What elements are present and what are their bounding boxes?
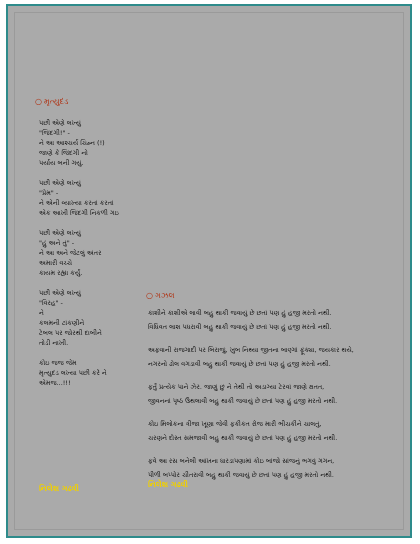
- stanza: [39, 118, 149, 168]
- ghazal-title: ગઝલ: [154, 291, 175, 300]
- poem-line: જાણે કે જિંદગી નો: [39, 149, 88, 157]
- stanza: [39, 288, 149, 348]
- poem-line: "વિરહ" -: [39, 299, 63, 307]
- poem-line: અમારી વચ્ચે: [39, 259, 73, 267]
- poem-line: કલમની ટાંકણીને: [39, 319, 85, 327]
- ghazal-couplet: [148, 418, 410, 445]
- poem-line: એક આખી જિંદગી નિકળી ગઇ: [39, 209, 119, 217]
- poem-line: "પ્રેમ" -: [39, 189, 59, 197]
- ghazal-signature: નિલેશ ગઢવી: [148, 480, 188, 489]
- ghazal-line: અફવાની રાજગાદી પર બિરાજું, ખુબ નિથ્યા જીતના બાણ્ગાં ફૂંક્યા, જયકાર થયે,: [148, 347, 354, 354]
- poem-page: [6, 4, 412, 538]
- left-poem-signature: નિલેશ ગઢવી: [39, 484, 79, 493]
- poem-line: ને: [39, 309, 44, 317]
- circle-bullet-icon: ○: [146, 291, 153, 300]
- poem-line: એમજ...!!!: [39, 379, 71, 387]
- ghazal-line: જીવનનાં પૃષ્ઠ ઉથલાવી બહુ થાકી જવાયું છે છતાં પણ હું હજી મરતો નથી.: [148, 397, 338, 405]
- poem-line: ને એની વ્યાખ્યા કરતાં કરતાં: [39, 199, 114, 207]
- ghazal-couplet: [148, 455, 410, 482]
- left-poem-body: [39, 118, 149, 398]
- ghazal-couplet: [148, 307, 410, 334]
- poem-line: તોડી નાખી.: [39, 339, 69, 347]
- ghazal-line: ફવે આ રસ બનેલી આંખના ધારડાપણામાં કોઇ બાંજો સાંજનું ભગવું ગગન,: [148, 458, 335, 465]
- stanza: [39, 178, 149, 218]
- poem-line: મૃત્યુદંડ લખ્યા પછી કરે ને: [39, 369, 107, 377]
- ghazal-heading: [146, 291, 175, 301]
- ghazal-body: [148, 307, 410, 492]
- poem-line: "હું અને તું" -: [39, 239, 75, 247]
- poem-line: પછી એણે લખ્યું: [39, 179, 81, 187]
- ghazal-couplet: [148, 381, 410, 408]
- left-poem-heading: [35, 97, 68, 107]
- poem-line: ને આ અને જેટલું અંતર: [39, 249, 102, 257]
- circle-bullet-icon: ○: [35, 97, 42, 106]
- ghazal-line: વિધિવત લાશ પધરાવી બહુ થાકી જવાયું છે છતાં પણ હું હજી મરતો નથી.: [148, 323, 332, 331]
- stanza: [39, 228, 149, 278]
- poem-line: કોઇ જજ જેમ: [39, 359, 77, 367]
- poem-line: પછી એણે લખ્યું: [39, 229, 81, 237]
- ghazal-line: કાશીને કાશીએ લાવી બહુ થાકી જવાયું છે છતાં પણ હું હજી મરતો નથી.: [148, 310, 332, 317]
- poem-line: પર્યાય બની ગયું.: [39, 159, 84, 167]
- poem-line: ટેબલ પર જોરથી દાબીને: [39, 329, 102, 337]
- left-poem-title: મૃત્યુદંડ: [43, 97, 69, 106]
- ghazal-line: કોઇ મિલોકના ત્રીજા ખૂણા જેવી ફકીકત રોજ મારી ભીચકીને ચાલતું,: [148, 421, 322, 428]
- poem-line: ને આ આશ્ચર્ય ચિહ્ન (!): [39, 139, 105, 147]
- ghazal-line: ચરણને દોસ્ત સમજાવી બહુ થાકી જવાયું છે છતાં પણ હું હજી મરતો નથી.: [148, 434, 338, 442]
- ghazal-couplet: [148, 344, 410, 371]
- stanza: [39, 358, 149, 388]
- poem-line: પછી એણે લખ્યું: [39, 289, 81, 297]
- poem-line: કાયમ રહ્યા કર્યું.: [39, 269, 83, 277]
- poem-line: પછી એણે લખ્યું: [39, 119, 81, 127]
- poem-line: "જિંદગી!" -: [39, 129, 70, 137]
- ghazal-line: ફર્તું પ્રત્યેક પાને ઝેર. જાણું છું ને તેથી તો અડાગ્યા ટેરવાં જાણે ક્ષતત,: [148, 384, 325, 391]
- ghazal-line: નગરનો ઢોલ વગડાવી બહુ થાકી જવાયું છે છતાં પણ હું હજી મરતો નથી.: [148, 360, 331, 368]
- ghazal-line: પીળી બપ્પોર ચીતરાવી બહુ થાકી જવાયું છે છતાં પણ હું હજી મરતો નથી.: [148, 471, 335, 479]
